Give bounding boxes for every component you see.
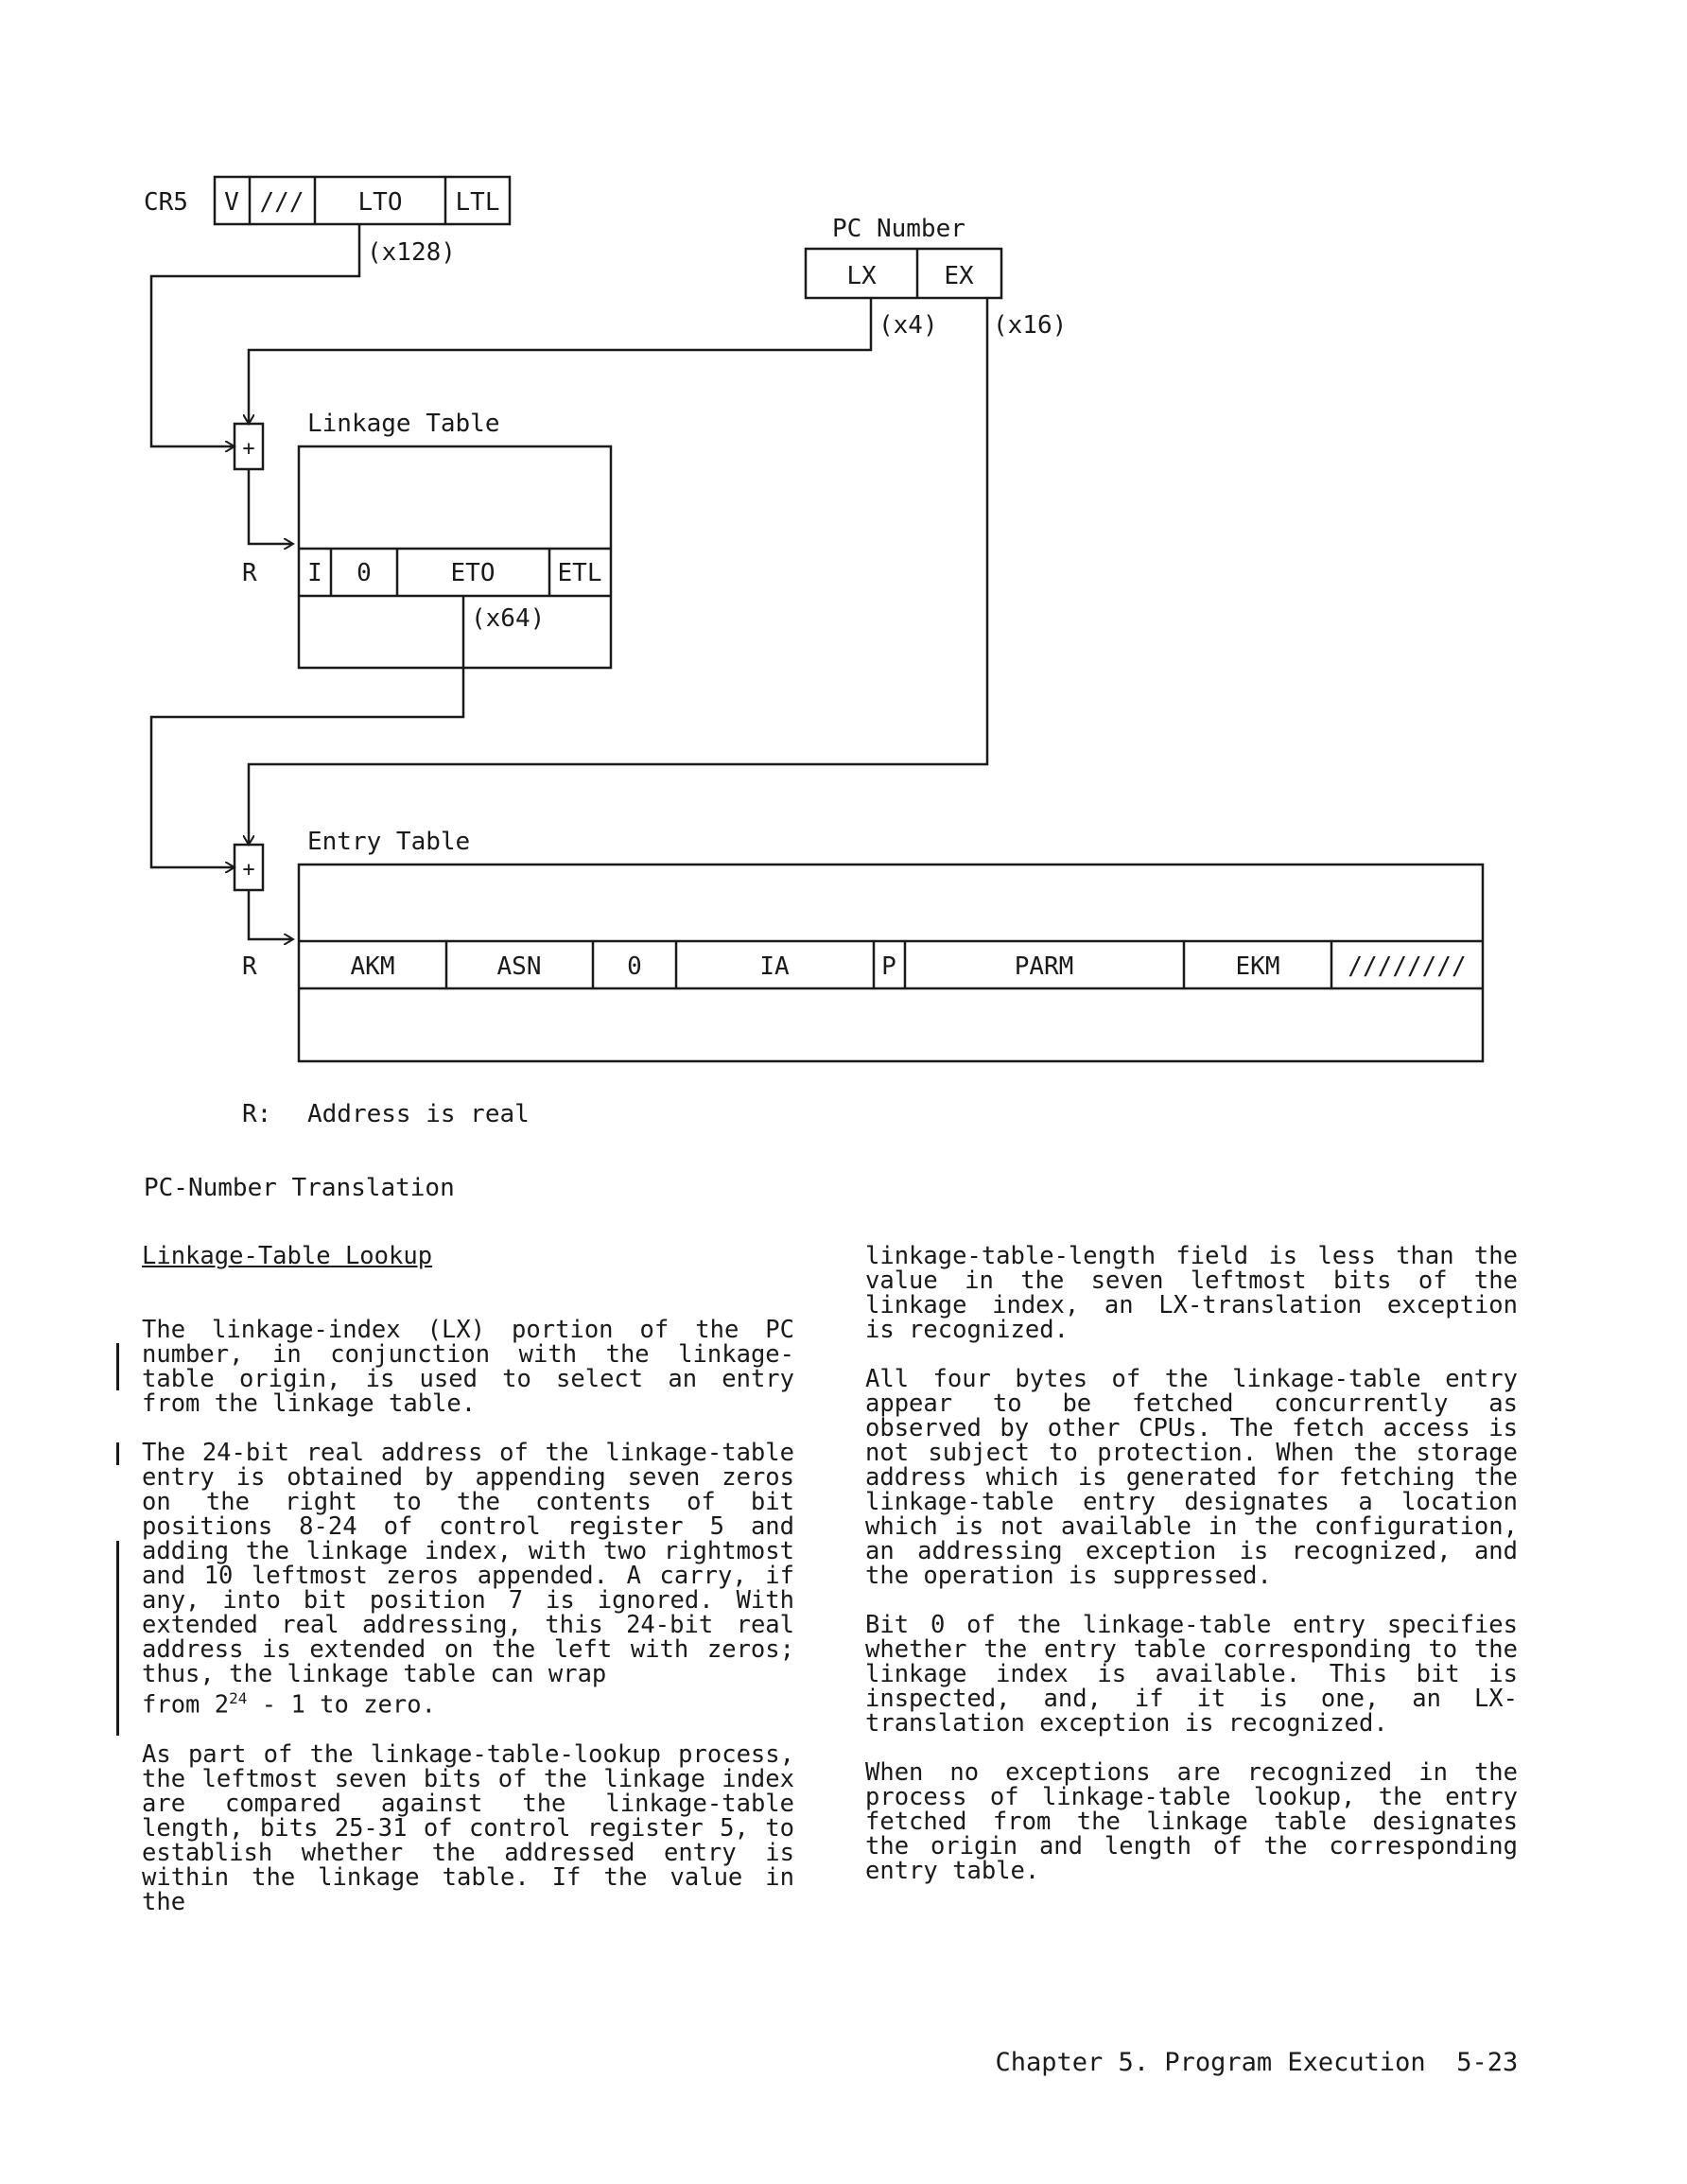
ex-scale-label: (x16)	[993, 311, 1068, 340]
paragraph: As part of the linkage-table-lookup process, the leftmost seven bits of the linkage index are compared against the linkage-table length, bits 25-31 of control register 5, to establish whether the addressed entry is within the linkage table. If the value in the	[142, 1739, 794, 1916]
linkage-field-i: I	[307, 559, 322, 587]
wrap-line-prefix: from 2	[142, 1690, 230, 1720]
section-heading	[142, 1244, 794, 1268]
left-column	[142, 1244, 794, 1939]
revision-bar	[116, 1541, 119, 1736]
real-address-marker: R:	[242, 1100, 272, 1128]
pc-number-field-lx: LX	[846, 262, 877, 290]
section-heading-part-2: Lookup	[344, 1242, 433, 1270]
pc-number-title: PC Number	[832, 215, 965, 243]
lx-scale-label: (x4)	[878, 311, 938, 340]
entry-field-asn: ASN	[496, 952, 542, 981]
section-heading-part-1: Linkage-Table	[142, 1242, 331, 1270]
revision-bar	[116, 1343, 119, 1390]
paragraph: The linkage-index (LX) portion of the PC number, in conjunction with the linkage-table origin, is used to select an entry from the linkage table.	[142, 1316, 794, 1418]
pc-number-field-ex: EX	[944, 262, 974, 290]
page-footer	[965, 2018, 1518, 2077]
linkage-table-title: Linkage Table	[307, 410, 500, 438]
entry-field-p: P	[881, 952, 896, 981]
right-column	[865, 1244, 1518, 1908]
paragraph-text: The 24-bit real address of the linkage-table entry is obtained by appending seven zeros on the right to the contents of bit positions 8-24 of control register 5 and adding the linkage index, with two rightmost and 10 leftmost zeros appended. A carry, if any, into bit position 7 is ignored. With extended real addressing, this 24-bit real address is extended on the left with zeros; thus, the linkage table can wrap	[142, 1439, 794, 1688]
figure-caption: PC-Number Translation	[144, 1174, 455, 1202]
linkage-field-etl: ETL	[557, 559, 602, 587]
entry-field-ia: IA	[759, 952, 790, 981]
entry-field-reserved: ////////	[1348, 952, 1467, 981]
linkage-field-eto: ETO	[450, 559, 496, 587]
eto-scale-label: (x64)	[471, 604, 546, 633]
linkage-field-zero: 0	[357, 559, 372, 587]
paragraph	[142, 1441, 794, 1686]
cr5-field-v: V	[224, 188, 239, 217]
cr5-scale-label: (x128)	[367, 238, 456, 267]
paragraph: When no exceptions are recognized in the process of linkage-table lookup, the entry fetched from the linkage table designates the origin and length of the corresponding entry table.	[865, 1758, 1518, 1885]
entry-table-title: Entry Table	[307, 828, 471, 856]
real-address-note: Address is real	[307, 1100, 530, 1128]
footer-chapter: Chapter 5. Program Execution	[995, 2048, 1426, 2077]
entry-field-ekm: EKM	[1235, 952, 1280, 981]
paragraph: Bit 0 of the linkage-table entry specifies whether the entry table corresponding to the linkage index is available. This bit is inspected, and, if it is one, an LX-translation exception is recognized.	[865, 1611, 1518, 1738]
adder-symbol-2: +	[242, 858, 255, 882]
footer-page-number: 5-23	[1456, 2048, 1519, 2077]
cr5-field-ltl: LTL	[455, 188, 500, 217]
cr5-field-reserved: ///	[259, 188, 304, 217]
wrap-line	[142, 1686, 794, 1718]
revision-bar	[116, 1442, 119, 1465]
cr5-field-lto: LTO	[357, 188, 403, 217]
wrap-line-exponent: 24	[229, 1689, 248, 1707]
entry-field-akm: AKM	[350, 952, 395, 981]
adder-symbol-1: +	[242, 437, 255, 461]
wrap-line-suffix: - 1 to zero.	[247, 1690, 436, 1720]
paragraph: All four bytes of the linkage-table entry appear to be fetched concurrently as observed by other CPUs. The fetch access is not subject to protection. When the storage address which is generated for fetching the linkage-table entry designates a location which is not available in the configuration, an addressing exception is recognized, and the operation is suppressed.	[865, 1365, 1518, 1590]
linkage-row-marker: R	[242, 559, 257, 587]
paragraph: linkage-table-length field is less than the value in the seven leftmost bits of the linkage index, an LX-translation exception is recognized.	[865, 1242, 1518, 1344]
entry-row-marker: R	[242, 952, 257, 981]
entry-field-parm: PARM	[1014, 952, 1074, 981]
entry-field-zero: 0	[627, 952, 642, 981]
cr5-label: CR5	[144, 188, 188, 217]
